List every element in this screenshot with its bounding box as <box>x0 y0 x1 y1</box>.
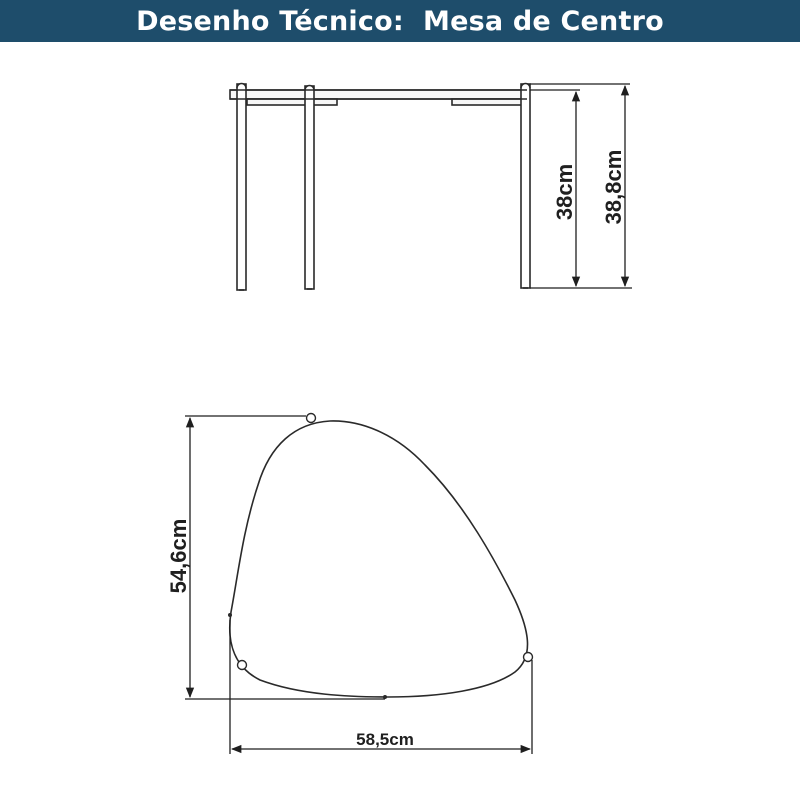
leg-marker-left <box>238 661 247 670</box>
label-depth-54-6cm: 54,6cm <box>166 518 191 594</box>
right-bracket <box>452 99 522 105</box>
top-view <box>228 414 533 700</box>
outline-dot-left <box>228 613 232 617</box>
left-bracket <box>247 99 337 105</box>
leg-left <box>237 84 246 291</box>
table-top-outline <box>230 421 528 697</box>
page-title: Desenho Técnico: Mesa de Centro <box>136 5 664 37</box>
label-height-38-8cm: 38,8cm <box>601 149 626 225</box>
leg-right <box>521 84 530 289</box>
front-view <box>230 84 530 291</box>
label-width-58-5cm: 58,5cm <box>356 730 414 749</box>
leg-marker-top <box>307 414 316 423</box>
leg-marker-right <box>524 653 533 662</box>
label-height-38cm: 38cm <box>552 163 577 221</box>
leg-middle <box>305 86 314 290</box>
table-top-slab <box>230 90 527 99</box>
